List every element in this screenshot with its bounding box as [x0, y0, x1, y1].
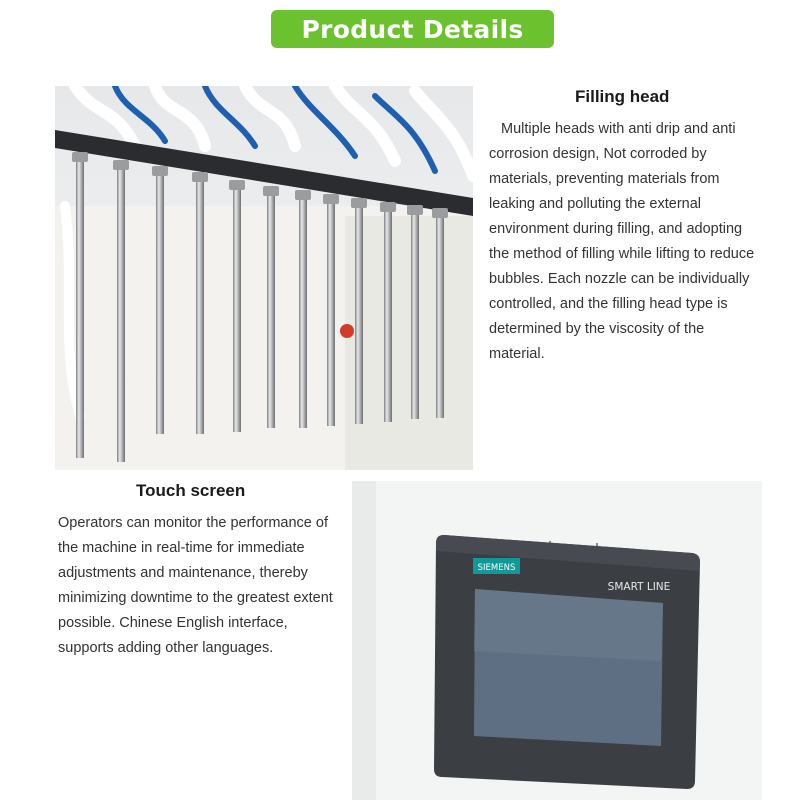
- model-label: SMART LINE: [607, 581, 671, 593]
- touch-screen-photo: [352, 481, 762, 800]
- brand-label: SIEMENS: [477, 563, 516, 573]
- touch-screen-description: Operators can monitor the performance of the machine in real-time for immediate adjustments and maintenance, thereby minimizing downtime to the greatest extent possible. Chinese English interface, supports adding other languages.: [58, 515, 333, 656]
- filling-head-photo: [55, 86, 473, 470]
- banner-title: Product Details: [301, 14, 524, 44]
- touch-screen-title: Touch screen: [136, 481, 246, 500]
- filling-nozzles-illustration: [55, 86, 473, 470]
- filling-head-title: Filling head: [575, 87, 670, 106]
- filling-head-description: Multiple heads with anti drip and anti corrosion design, Not corroded by materials, preventing materials from leaking and polluting the external environment during filling, and adopting the method of filling while lifting to reduce bubbles. Each nozzle can be individually controlled, and the filling head type is determined by the viscosity of the material.: [489, 121, 755, 362]
- hmi-panel-illustration: [352, 481, 762, 800]
- product-details-banner: [271, 10, 554, 48]
